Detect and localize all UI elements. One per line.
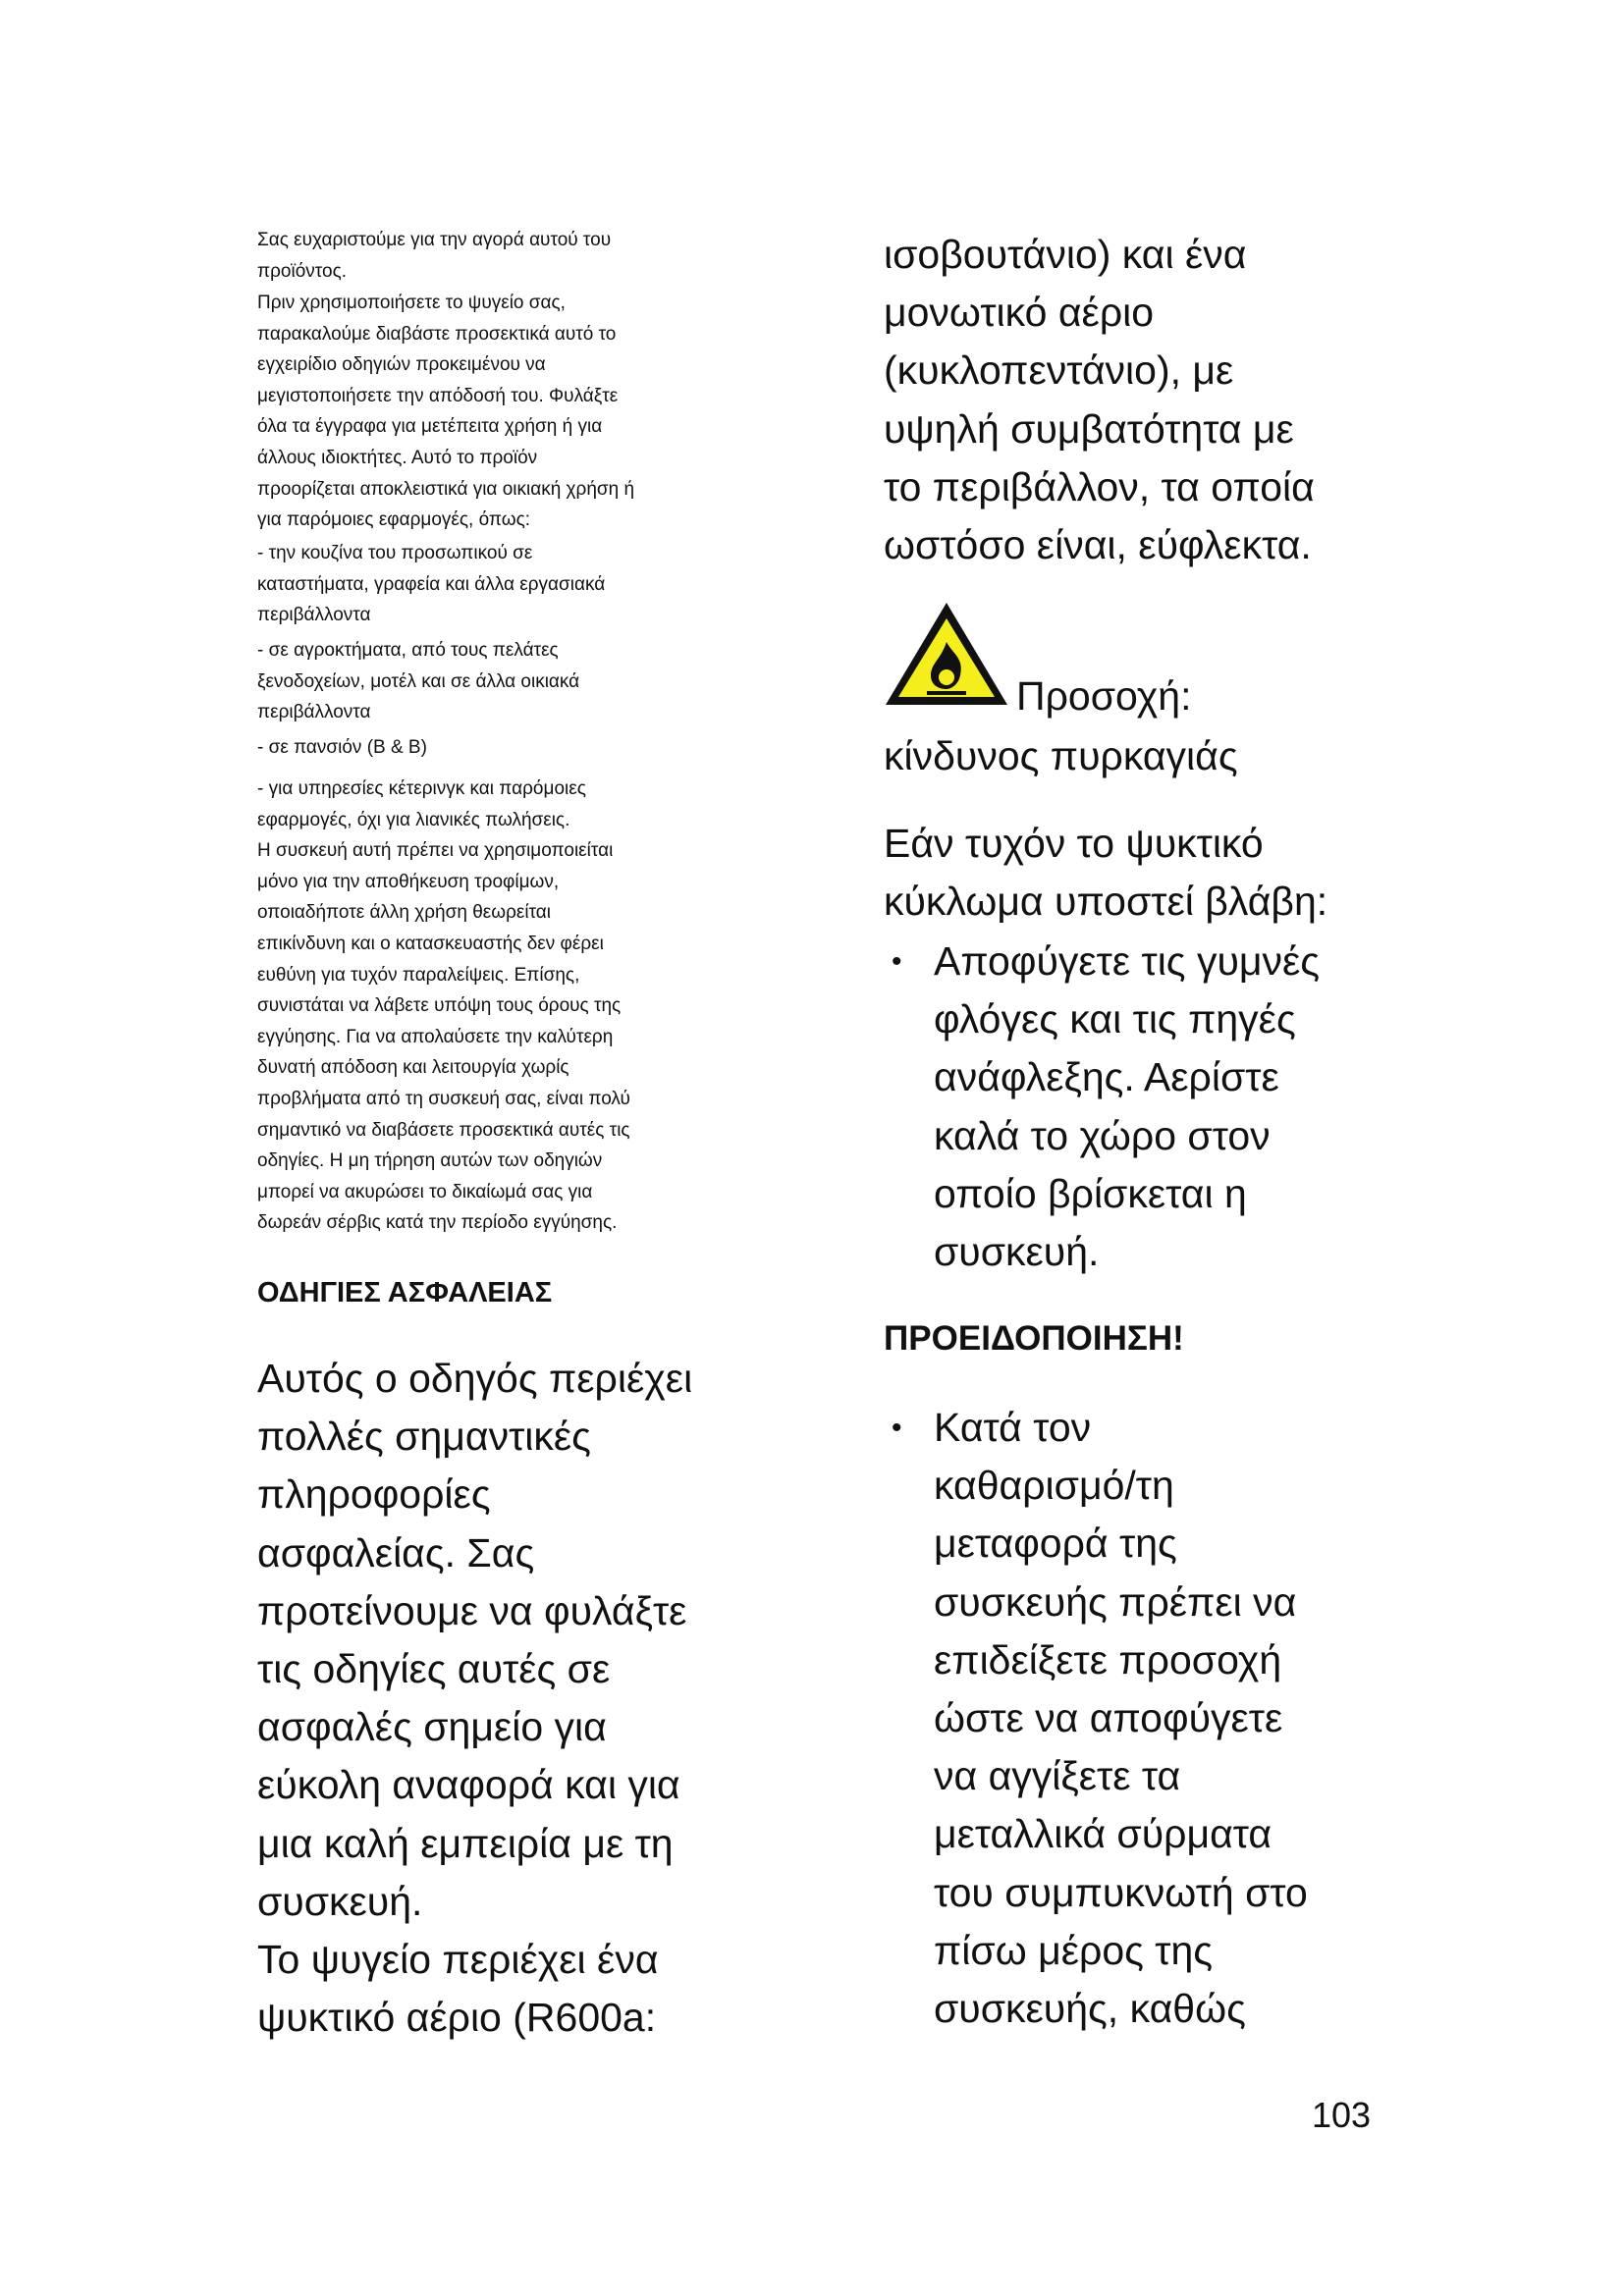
text-line: το περιβάλλον, τα οποία (884, 463, 1315, 509)
text-line: μπορεί να ακυρώσει το δικαίωμά σας για (257, 1181, 593, 1202)
text-line: Εάν τυχόν το ψυκτικό (884, 821, 1264, 866)
text-line: μια καλή εμπειρία με τη (257, 1820, 674, 1866)
text-line: επιδείξετε προσοχή (934, 1636, 1282, 1682)
bullet-icon: • (892, 945, 902, 978)
text-line: ασφαλές σημείο για (257, 1704, 607, 1750)
text-line: - την κουζίνα του προσωπικού σε (257, 543, 533, 563)
text-line: συσκευή. (257, 1878, 423, 1924)
caution-label: Προσοχή: (1016, 673, 1192, 719)
intro-paragraph-1 (257, 225, 611, 287)
text-line: συνιστάται να λάβετε υπόψη τους όρους της (257, 995, 622, 1017)
text-line: (κυκλοπεντάνιο), με (884, 347, 1234, 394)
text-line: εγγύησης. Για να απολαύσετε την καλύτερη (257, 1026, 614, 1047)
text-line: εφαρμογές, όχι για λιανικές πωλήσεις. (257, 809, 570, 830)
text-line: - σε πανσιόν (B & B) (257, 737, 427, 758)
text-line: Αυτός ο οδηγός περιέχει (257, 1356, 693, 1401)
text-line: οποιαδήποτε άλλη χρήση θεωρείται (257, 902, 552, 924)
text-line: δυνατή απόδοση και λειτουργία χωρίς (257, 1057, 569, 1079)
text-line: συσκευής, καθώς (934, 1986, 1246, 2032)
safety-instructions-heading: ΟΔΗΓΙΕΣ ΑΣΦΑΛΕΙΑΣ (257, 1277, 553, 1308)
text-line: του συμπυκνωτή στο (934, 1869, 1308, 1915)
text-line: Αποφύγετε τις γυμνές (934, 938, 1321, 984)
text-line: - σε αγροκτήματα, από τους πελάτες (257, 640, 559, 661)
use-item-bed-breakfast (257, 732, 427, 764)
text-line: ψυκτικό αέριο (R600a: (257, 1995, 657, 2041)
text-line: να αγγίξετε τα (934, 1753, 1181, 1799)
text-line: εύκολη αναφορά και για (257, 1762, 680, 1808)
text-line: καθαρισμό/τη (934, 1463, 1174, 1509)
page-number: 103 (1312, 2095, 1372, 2135)
text-line: Η συσκευή αυτή πρέπει να χρησιμοποιείται (257, 840, 614, 862)
text-line: μεταλλικά σύρματα (934, 1811, 1272, 1857)
text-line: καλά το χώρο στον (934, 1112, 1271, 1158)
text-line: σημαντικό να διαβάσετε προσεκτικά αυτές τις (257, 1119, 630, 1141)
text-line: Σας ευχαριστούμε για την αγορά αυτού του (257, 230, 612, 250)
damage-intro (884, 815, 1327, 931)
text-line: πολλές σημαντικές (257, 1414, 591, 1460)
text-line: οποίο βρίσκεται η (934, 1170, 1247, 1216)
text-line: Πριν χρησιμοποιήσετε το ψυγείο σας, (257, 293, 566, 313)
text-line: ανάφλεξης. Αερίστε (934, 1054, 1279, 1100)
text-line: μεγιστοποιήσετε την απόδοσή του. Φυλάξτε (257, 385, 619, 406)
text-line: πληροφορίες (257, 1471, 491, 1518)
text-line: φλόγες και τις πηγές (934, 996, 1296, 1042)
text-line: υψηλή συμβατότητα με (884, 405, 1294, 452)
text-line: καταστήματα, γραφεία και άλλα εργασιακά (257, 573, 606, 595)
use-item-farm-houses (257, 635, 579, 728)
text-line: ώστε να αποφύγετε (934, 1695, 1283, 1741)
text-line: συσκευής πρέπει να (934, 1578, 1297, 1625)
flammable-warning-icon (882, 599, 1011, 709)
text-line: μονωτικό αέριο (884, 290, 1155, 336)
text-line: επικίνδυνη και ο κατασκευαστής δεν φέρει (257, 933, 604, 954)
bullet-text (934, 1399, 1308, 2038)
text-line: Κατά τον (934, 1405, 1092, 1450)
text-line: προορίζεται αποκλειστικά για οικιακή χρήση ή (257, 478, 635, 500)
text-line: οδηγίες. Η μη τήρηση αυτών των οδηγιών (257, 1150, 603, 1172)
text-line: όλα τα έγγραφα για μετέπειτα χρήση ή για (257, 416, 603, 438)
text-line: δωρεάν σέρβις κατά την περίοδο εγγύησης. (257, 1212, 618, 1234)
text-line: για παρόμοιες εφαρμογές, όπως: (257, 509, 531, 531)
bullet-icon: • (892, 1412, 902, 1444)
text-line: προβλήματα από τη συσκευή σας, είναι πολύ (257, 1088, 630, 1109)
text-line: μεταφορά της (934, 1521, 1177, 1567)
gas-text (884, 226, 1315, 574)
warning-heading: ΠΡΟΕΙΔΟΠΟΙΗΣΗ! (884, 1319, 1184, 1358)
text-line: ξενοδοχείων, μοτέλ και σε άλλα οικιακά (257, 670, 580, 692)
text-line: ισοβουτάνιο) και ένα (884, 232, 1247, 277)
text-line: παρακαλούμε διαβάστε προσεκτικά αυτό το (257, 323, 617, 345)
text-line: μόνο για την αποθήκευση τροφίμων, (257, 871, 560, 892)
text-line: - για υπηρεσίες κέτερινγκ και παρόμοιες (257, 778, 586, 799)
bullet-cleaning (884, 1399, 1308, 2038)
text-line: τις οδηγίες αυτές σε (257, 1646, 611, 1692)
text-line: περιβάλλοντα (257, 605, 371, 626)
bullet-text (934, 933, 1320, 1281)
text-line: προτείνουμε να φυλάξτε (257, 1587, 687, 1633)
intro-paragraph-2 (257, 288, 634, 536)
text-line: ευθύνη για τυχόν παραλείψεις. Επίσης, (257, 964, 580, 986)
text-line: ασφαλείας. Σας (257, 1529, 535, 1575)
text-line: συσκευή. (934, 1229, 1100, 1275)
use-item-staff-kitchens (257, 538, 605, 631)
safety-text (257, 1350, 692, 2047)
text-line: κύκλωμα υποστεί βλάβη: (884, 879, 1328, 925)
text-line: προϊόντος. (257, 260, 348, 282)
text-line: πίσω μέρος της (934, 1927, 1214, 1973)
text-line: περιβάλλοντα (257, 702, 371, 723)
text-line: άλλους ιδιοκτήτες. Αυτό το προϊόν (257, 447, 538, 468)
text-line: ωστόσο είναι, εύφλεκτα. (884, 522, 1312, 568)
text-line: εγχειρίδιο οδηγιών προκειμένου να (257, 354, 546, 376)
text-line: Το ψυγείο περιέχει ένα (257, 1937, 659, 1983)
caution-text: κίνδυνος πυρκαγιάς (884, 733, 1238, 778)
use-item-catering-and-notes (257, 774, 630, 1239)
bullet-avoid-flames (884, 933, 1320, 1281)
